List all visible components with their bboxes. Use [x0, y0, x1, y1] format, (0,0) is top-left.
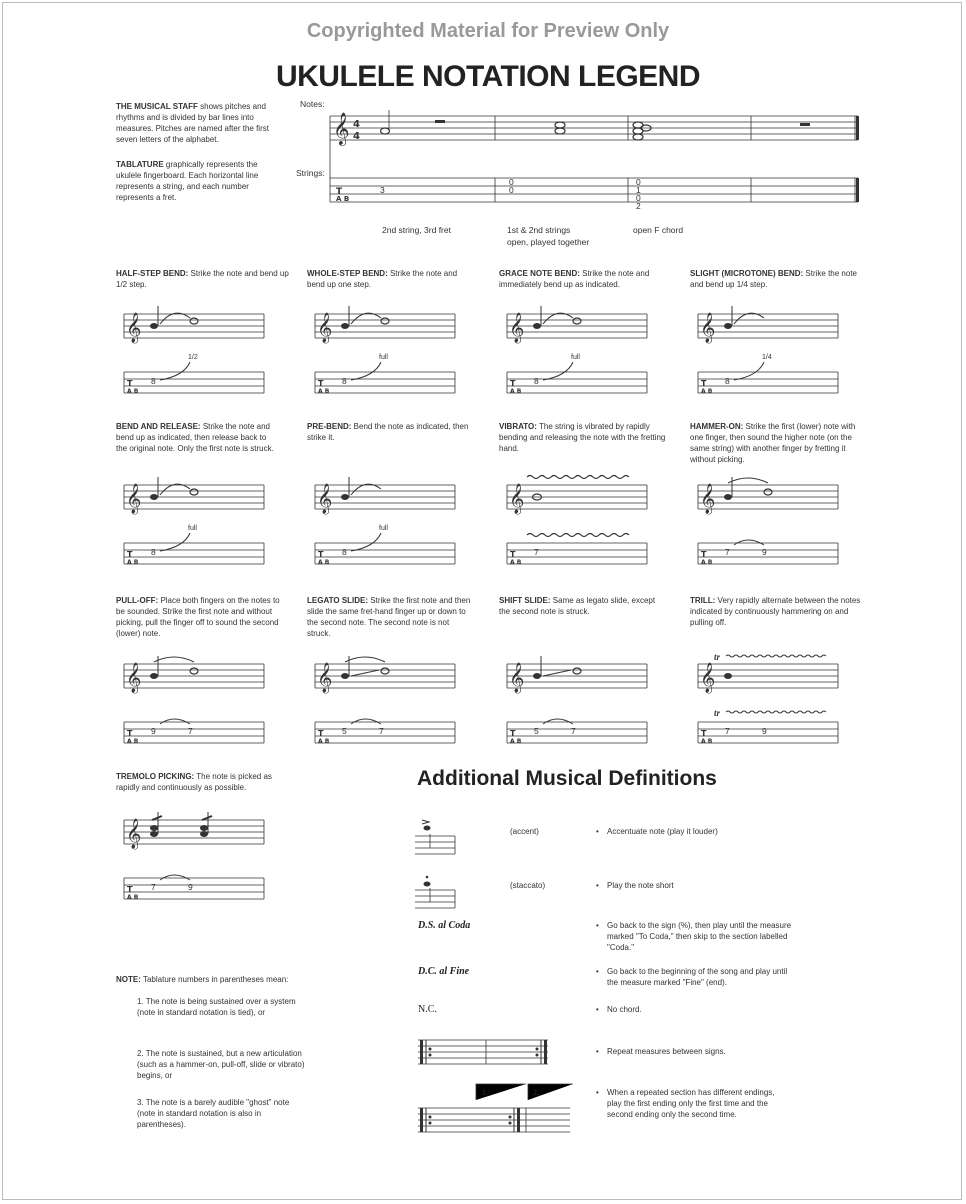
accent-bullet: •	[596, 827, 599, 836]
tab-fret-0a: 0	[509, 177, 514, 187]
repeat-signs-symbol	[418, 1034, 553, 1070]
svg-text:tr: tr	[714, 652, 721, 662]
svg-text:A B: A B	[510, 738, 522, 745]
legato-slide-desc: LEGATO SLIDE: Strike the first note and then slide the same fret-hand finger up or down to the second note. The second note is not struck.	[307, 596, 471, 638]
tab-note-heading: NOTE: Tablature numbers in parentheses mean:	[116, 975, 289, 984]
microtone-bend-desc: SLIGHT (MICROTONE) BEND: Strike the note and bend up 1/4 step.	[690, 269, 857, 289]
vibrato-desc: VIBRATO: The string is vibrated by rapidly bending and releasing the note with the fretting hand.	[499, 422, 666, 453]
svg-text:T: T	[701, 550, 707, 559]
shift-slide-example	[499, 650, 659, 760]
dc-desc: Go back to the beginning of the song and play until the measure marked "Fine" (end).	[607, 967, 788, 987]
accent-desc: Accentuate note (play it louder)	[607, 827, 718, 836]
watermark: Copyrighted Material for Preview Only	[306, 20, 670, 42]
hammer-on-desc: HAMMER-ON: Strike the first (lower) note with one finger, then sound the higher note (on the same string) with another finger by fretting it without picking.	[690, 422, 856, 464]
svg-text:T: T	[127, 885, 133, 894]
pull-off-example	[116, 650, 276, 760]
endings-desc: When a repeated section has different endings, play the first ending only the first time and the second ending only the second time.	[607, 1088, 775, 1119]
vibrato-tab-fret: 7	[534, 547, 539, 557]
ending-2-label: 2.	[533, 1088, 539, 1097]
svg-text:T: T	[318, 729, 324, 738]
legato-slide-tab-fret: 5	[342, 726, 347, 736]
microtone-bend-tab-fret: 8	[725, 376, 730, 386]
hammer-on-example	[690, 471, 850, 581]
svg-text:T: T	[701, 379, 707, 388]
pull-off-tab-label: 7	[188, 726, 193, 736]
svg-text:A B: A B	[336, 195, 350, 203]
whole-step-bend-tab-fret: 8	[342, 376, 347, 386]
staccato-desc: Play the note short	[607, 881, 674, 890]
vibrato-example	[499, 471, 659, 581]
page-title: UKULELE NOTATION LEGEND	[275, 60, 701, 93]
svg-text:𝄞: 𝄞	[126, 484, 142, 514]
strings-label: Strings:	[296, 168, 325, 178]
svg-text:𝄞: 𝄞	[317, 484, 333, 514]
whole-step-bend-desc: WHOLE-STEP BEND: Strike the note and bend up one step.	[307, 269, 458, 289]
svg-text:A B: A B	[318, 738, 330, 745]
tablature-definition: TABLATURE graphically represents the ukulele fingerboard. Each horizontal line represents a string, and each number represents a fret.	[116, 160, 259, 202]
svg-text:T: T	[127, 729, 133, 738]
pre-bend-tab-fret: 8	[342, 547, 347, 557]
bend-release-tab-label: full	[188, 525, 197, 532]
bend-release-desc: BEND AND RELEASE: Strike the note and bend up as indicated, then release back to the original note. Only the first note is struck.	[116, 422, 274, 453]
shift-slide-desc: SHIFT SLIDE: Same as legato slide, except the second note is struck.	[499, 596, 656, 616]
tab-fret-1: 1	[636, 185, 641, 195]
svg-text:A B: A B	[127, 738, 139, 745]
svg-text:T: T	[318, 379, 324, 388]
repeat-bullet: •	[596, 1047, 599, 1056]
svg-text:𝄞: 𝄞	[126, 663, 142, 693]
svg-text:𝄞: 𝄞	[509, 313, 525, 343]
svg-text:T: T	[701, 729, 707, 738]
endings-symbol	[418, 1080, 576, 1138]
tremolo-picking-example	[116, 806, 276, 916]
dc-al-fine-symbol: D.C. al Fine	[418, 966, 470, 977]
microtone-bend-tab-label: 1/4	[762, 354, 772, 361]
shift-slide-tab-fret: 5	[534, 726, 539, 736]
staccato-bullet: •	[596, 881, 599, 890]
nc-symbol: N.C.	[418, 1004, 437, 1015]
accent-symbol	[415, 818, 460, 858]
svg-text:𝄞: 𝄞	[700, 313, 716, 343]
svg-text:𝄞: 𝄞	[700, 663, 716, 693]
tab-fret-0c: 0	[636, 177, 641, 187]
svg-text:A B: A B	[701, 559, 713, 566]
staccato-label: (staccato)	[510, 881, 546, 890]
svg-text:𝄞: 𝄞	[333, 112, 350, 145]
svg-text:T: T	[127, 550, 133, 559]
tab-note-item-1: 1. The note is being sustained over a system (note in standard notation is tied), or	[137, 997, 296, 1017]
caption-f-chord: open F chord	[633, 225, 684, 235]
repeat-desc: Repeat measures between signs.	[607, 1047, 726, 1056]
ds-al-coda-symbol: D.S. al Coda	[418, 920, 471, 931]
nc-bullet: •	[596, 1005, 599, 1014]
svg-text:𝄞: 𝄞	[126, 819, 142, 849]
hammer-on-tab-fret: 7	[725, 547, 730, 557]
notes-label: Notes:	[300, 99, 325, 109]
nc-desc: No chord.	[607, 1005, 642, 1014]
svg-text:𝄞: 𝄞	[126, 313, 142, 343]
tab-fret-2: 2	[636, 201, 641, 211]
tab-note-item-3: 3. The note is a barely audible "ghost" note (note in standard notation is also in parentheses).	[137, 1098, 290, 1129]
trill-tab-label: 9	[762, 726, 767, 736]
svg-text:T: T	[336, 187, 343, 197]
tab-fret-3: 3	[380, 185, 385, 195]
grace-note-bend-desc: GRACE NOTE BEND: Strike the note and immediately bend up as indicated.	[499, 269, 650, 289]
trill-tab-fret: 7	[725, 726, 730, 736]
svg-text:T: T	[510, 550, 516, 559]
svg-text:tr: tr	[714, 708, 721, 718]
caption-2nd-string: 2nd string, 3rd fret	[382, 225, 451, 235]
svg-text:T: T	[318, 550, 324, 559]
intro-staff	[310, 108, 865, 218]
pull-off-desc: PULL-OFF: Place both fingers on the notes to be sounded. Strike the first note and without picking, pull the finger off to sound the second (lower) note.	[116, 596, 280, 638]
ds-desc: Go back to the sign (%), then play until the measure marked "To Coda," then skip to the section labelled "Coda."	[607, 921, 792, 952]
trill-example	[690, 650, 850, 760]
staccato-symbol	[415, 872, 460, 912]
half-step-bend-tab-label: 1/2	[188, 354, 198, 361]
dc-bullet: •	[596, 967, 599, 976]
svg-text:A B: A B	[318, 388, 330, 395]
tremolo-picking-desc: TREMOLO PICKING: The note is picked as rapidly and continuously as possible.	[116, 772, 272, 792]
accent-label: (accent)	[510, 827, 539, 836]
pre-bend-tab-label: full	[379, 525, 388, 532]
tab-fret-0b: 0	[509, 185, 514, 195]
grace-note-bend-tab-label: full	[571, 354, 580, 361]
tremolo-picking-tab-fret: 7	[151, 882, 156, 892]
shift-slide-tab-label: 7	[571, 726, 576, 736]
hammer-on-tab-label: 9	[762, 547, 767, 557]
svg-text:4: 4	[353, 131, 360, 142]
svg-text:A B: A B	[510, 388, 522, 395]
svg-text:𝄞: 𝄞	[317, 313, 333, 343]
svg-text:4: 4	[353, 119, 360, 130]
svg-text:T: T	[127, 379, 133, 388]
caption-strings-b: open, played together	[507, 237, 590, 247]
svg-text:𝄞: 𝄞	[509, 663, 525, 693]
additional-definitions-heading: Additional Musical Definitions	[417, 767, 717, 790]
svg-text:T: T	[510, 729, 516, 738]
legato-slide-example	[307, 650, 467, 760]
svg-text:A B: A B	[127, 388, 139, 395]
staff-definition: THE MUSICAL STAFF shows pitches and rhythms and is divided by bar lines into measures. Pitches are named after the first seven letters of the alphabet.	[116, 102, 269, 144]
svg-text:A B: A B	[510, 559, 522, 566]
svg-text:A B: A B	[127, 559, 139, 566]
svg-text:A B: A B	[318, 559, 330, 566]
half-step-bend-desc: HALF-STEP BEND: Strike the note and bend up 1/2 step.	[116, 269, 289, 289]
half-step-bend-tab-fret: 8	[151, 376, 156, 386]
svg-text:𝄞: 𝄞	[700, 484, 716, 514]
tremolo-picking-tab-label: 9	[188, 882, 193, 892]
whole-step-bend-tab-label: full	[379, 354, 388, 361]
pre-bend-desc: PRE-BEND: Bend the note as indicated, then strike it.	[307, 422, 469, 442]
caption-strings-a: 1st & 2nd strings	[507, 225, 571, 235]
tab-note-item-2: 2. The note is sustained, but a new articulation (such as a hammer-on, pull-off, slide or vibrato) begins, or	[137, 1049, 305, 1080]
ending-1-label: 1.	[482, 1088, 488, 1097]
svg-text:T: T	[510, 379, 516, 388]
svg-text:A B: A B	[701, 738, 713, 745]
legato-slide-tab-label: 7	[379, 726, 384, 736]
endings-bullet: •	[596, 1088, 599, 1097]
tab-fret-0d: 0	[636, 193, 641, 203]
svg-text:𝄞: 𝄞	[317, 663, 333, 693]
bend-release-tab-fret: 8	[151, 547, 156, 557]
grace-note-bend-tab-fret: 8	[534, 376, 539, 386]
trill-desc: TRILL: Very rapidly alternate between the notes indicated by continuously hammering on and pulling off.	[690, 596, 861, 627]
svg-text:A B: A B	[701, 388, 713, 395]
ds-bullet: •	[596, 921, 599, 930]
pull-off-tab-fret: 9	[151, 726, 156, 736]
svg-text:𝄞: 𝄞	[509, 484, 525, 514]
svg-text:A B: A B	[127, 894, 139, 901]
